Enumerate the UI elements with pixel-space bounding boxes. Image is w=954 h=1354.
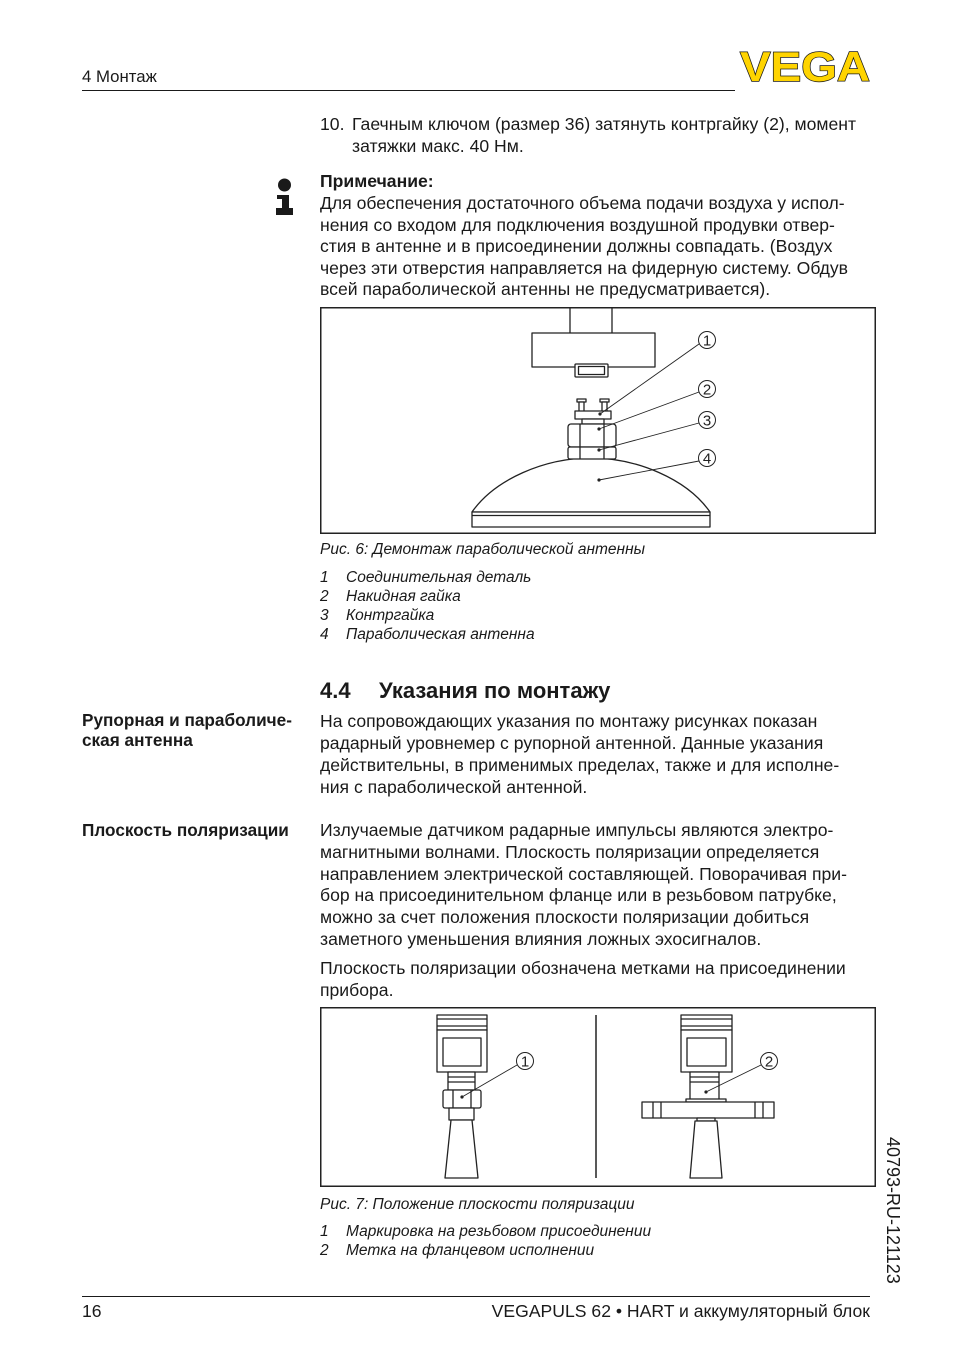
margin-label-line: ская антенна xyxy=(82,730,193,750)
paragraph-polarisation xyxy=(320,820,847,951)
page-number: 16 xyxy=(82,1301,102,1321)
housing-window xyxy=(443,1038,481,1066)
paragraph-line: Излучаемые датчиком радарные импульсы являются электро- xyxy=(320,820,834,840)
legend-number: 2 xyxy=(320,588,329,605)
paragraph-line: заметного уменьшения влияния ложных эхосигналов. xyxy=(320,928,762,949)
margin-label-line: Рупорная и параболиче- xyxy=(82,710,292,730)
legend-number: 3 xyxy=(320,607,329,624)
note-body-line: Для обеспечения достаточного объема подачи воздуха у испол- xyxy=(320,193,845,213)
note-body-line: нения со входом для подключения воздушной продувки отвер- xyxy=(320,214,835,235)
legend-item xyxy=(320,587,535,606)
figure-7-drawing xyxy=(320,1007,876,1187)
figure-7-legend xyxy=(320,1222,651,1260)
info-icon-stem xyxy=(276,195,293,215)
paragraph-line: Плоскость поляризации обозначена метками на присоединении xyxy=(320,958,846,978)
connecting-piece-neck xyxy=(582,419,604,424)
paragraph-line: направлением электрической составляющей. Поворачивая при- xyxy=(320,863,847,884)
figure-6-legend xyxy=(320,568,535,644)
legend-number: 4 xyxy=(320,626,329,643)
callout-4-number: 4 xyxy=(702,450,712,468)
housing-cover xyxy=(437,1015,487,1030)
legend-number: 1 xyxy=(320,1223,329,1240)
header-rule xyxy=(82,90,735,91)
vega-logo-text: VEGA xyxy=(740,46,870,86)
vega-logo xyxy=(738,46,874,86)
legend-text: Маркировка на резьбовом присоединении xyxy=(346,1223,652,1240)
figure-7-frame xyxy=(321,1008,876,1187)
housing-cover xyxy=(681,1015,732,1030)
footer-title: VEGAPULS 62 • HART и аккумуляторный блок xyxy=(491,1301,870,1321)
legend-number: 1 xyxy=(320,569,329,586)
document-code: 40793-RU-121123 xyxy=(883,1137,903,1284)
housing-neck xyxy=(448,1072,475,1090)
step-number: 10. xyxy=(320,114,345,134)
union-nut xyxy=(568,424,616,447)
mounting-flange-plate xyxy=(532,333,655,367)
figure-6-drawing xyxy=(320,307,876,534)
callout-1-number: 1 xyxy=(520,1053,530,1071)
callout-2-dot xyxy=(597,427,600,430)
callout-2-number: 2 xyxy=(764,1053,774,1071)
note-title: Примечание: xyxy=(320,171,434,191)
paragraph-line: бор на присоединительном фланце или в резьбовом патрубке, xyxy=(320,885,837,906)
figure-6-caption: Рис. 6: Демонтаж параболической антенны xyxy=(320,541,646,558)
callout-1-dot xyxy=(598,412,601,415)
figure-7-caption: Рис. 7: Положение плоскости поляризации xyxy=(320,1196,635,1213)
note-body xyxy=(320,193,848,301)
paragraph-line: действительны, в применимых пределах, также и для исполне- xyxy=(320,755,840,775)
legend-text: Накидная гайка xyxy=(346,588,461,605)
parabolic-antenna-rim xyxy=(472,512,710,527)
legend-text: Метка на фланцевом исполнении xyxy=(346,1242,595,1259)
step-text xyxy=(352,114,856,157)
paragraph-horn-antenna xyxy=(320,710,839,798)
callout-2-number: 2 xyxy=(702,381,712,399)
callout-2-dot xyxy=(704,1090,707,1093)
step-text-line: затяжки макс. 40 Нм. xyxy=(352,135,524,156)
info-icon xyxy=(274,176,296,218)
legend-text: Контргайка xyxy=(346,607,435,624)
paragraph-polarisation-marks xyxy=(320,957,846,1001)
paragraph-line: магнитными волнами. Плоскость поляризации определяется xyxy=(320,841,820,862)
legend-text: Соединительная деталь xyxy=(346,569,532,586)
section-title: Указания по монтажу xyxy=(379,678,611,703)
note-body-line: всей параболической антенны не предусматривается). xyxy=(320,279,771,299)
callout-3-dot xyxy=(597,448,600,451)
horn-antenna xyxy=(690,1121,722,1178)
connecting-piece-bar xyxy=(575,411,611,419)
legend-item xyxy=(320,606,535,625)
legend-item xyxy=(320,1222,651,1241)
legend-item xyxy=(320,568,535,587)
housing-window xyxy=(687,1038,726,1066)
paragraph-line: прибора. xyxy=(320,980,394,1000)
note-body-line: через эти отверстия направляется на фидерную систему. Обдув xyxy=(320,257,849,278)
lock-nut xyxy=(568,447,616,459)
info-icon-dot xyxy=(278,179,291,192)
margin-label-horn-antenna xyxy=(82,710,292,750)
section-number: 4.4 xyxy=(320,678,351,703)
running-header-section: 4 Монтаж xyxy=(82,67,157,86)
callout-1-number: 1 xyxy=(702,332,712,350)
legend-number: 2 xyxy=(320,1242,329,1259)
flange xyxy=(642,1102,774,1118)
paragraph-line: можно за счет положения плоскости поляризации добиться xyxy=(320,907,810,928)
thread-hex xyxy=(443,1090,481,1108)
legend-text: Параболическая антенна xyxy=(346,626,535,643)
legend-item xyxy=(320,625,535,644)
margin-label-line: Плоскость поляризации xyxy=(82,820,289,840)
horn-antenna xyxy=(445,1120,478,1178)
callout-3-number: 3 xyxy=(702,412,712,430)
thread-connection xyxy=(449,1108,474,1120)
paragraph-line: радарный уровнемер с рупорной антенной. Данные указания xyxy=(320,733,824,753)
legend-item xyxy=(320,1241,651,1260)
paragraph-line: На сопровождающих указания по монтажу рисунках показан xyxy=(320,711,818,731)
callout-1-dot xyxy=(460,1095,463,1098)
note-body-line: стия в антенне и в присоединении должны совпадать. (Воздух xyxy=(320,236,833,256)
margin-label-polarisation xyxy=(82,820,289,840)
step-text-line: Гаечным ключом (размер 36) затянуть контргайку (2), момент xyxy=(352,114,857,134)
callout-4-dot xyxy=(597,478,600,481)
paragraph-line: ния с параболической антенной. xyxy=(320,777,588,797)
footer-rule xyxy=(82,1296,870,1297)
